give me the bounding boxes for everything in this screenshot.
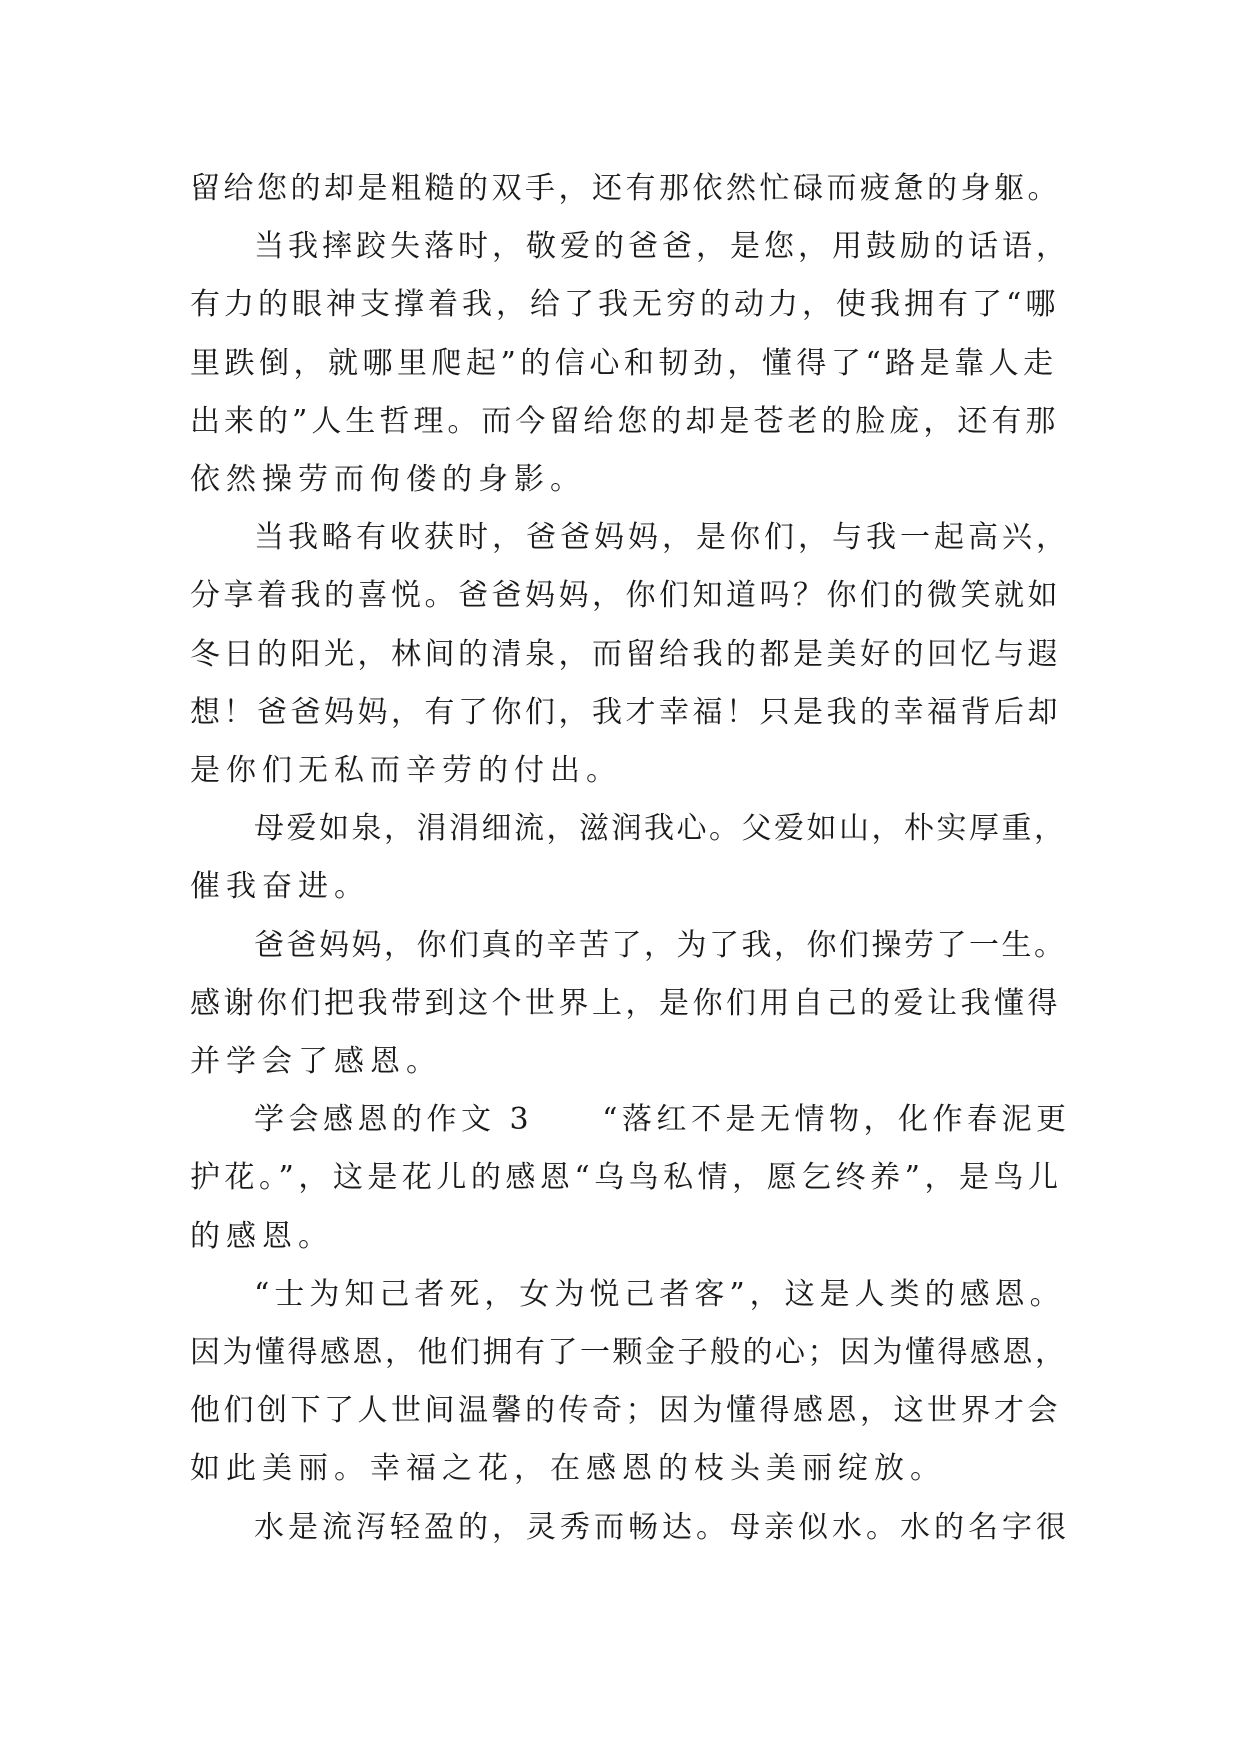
text-line: 他们创下了人世间温馨的传奇；因为懂得感恩，这世界才会 bbox=[190, 1393, 1061, 1429]
paragraph-first-line: 母爱如泉，涓涓细流，滋润我心。父爱如山，朴实厚重， bbox=[254, 811, 1067, 847]
text-line: 因为懂得感恩，他们拥有了一颗金子般的心；因为懂得感恩， bbox=[190, 1335, 1068, 1370]
text-line: 有力的眼神支撑着我，给了我无穷的动力，使我拥有了“哪 bbox=[190, 287, 1060, 323]
text-line: 依然操劳而佝偻的身影。 bbox=[190, 462, 586, 497]
text-line: 并学会了感恩。 bbox=[190, 1044, 442, 1079]
paragraph-first-line: 当我略有收获时，爸爸妈妈，是你们，与我一起高兴， bbox=[254, 520, 1070, 556]
text-line: 感谢你们把我带到这个世界上，是你们用自己的爱让我懂得 bbox=[190, 985, 1061, 1021]
text-line: 催我奋进。 bbox=[190, 869, 370, 905]
text-line: 冬日的阳光，林间的清泉，而留给我的都是美好的回忆与遐 bbox=[190, 636, 1061, 672]
paragraph-first-line: 学会感恩的作文 3 “落红不是无情物，化作春泥更 bbox=[254, 1102, 1071, 1138]
paragraph-first-line: 爸爸妈妈，你们真的辛苦了，为了我，你们操劳了一生。 bbox=[254, 927, 1067, 963]
paragraph-first-line: “士为知己者死，女为悦己者客”，这是人类的感恩。 bbox=[254, 1276, 1065, 1312]
text-line: 分享着我的喜悦。爸爸妈妈，你们知道吗？你们的微笑就如 bbox=[190, 578, 1061, 614]
text-line: 里跌倒，就哪里爬起”的信心和韧劲，懂得了“路是靠人走 bbox=[190, 345, 1058, 381]
text-line: 留给您的却是粗糙的双手，还有那依然忙碌而疲惫的身躯。 bbox=[190, 171, 1061, 206]
text-line: 如此美丽。幸福之花，在感恩的枝头美丽绽放。 bbox=[190, 1451, 946, 1487]
paragraph-first-line: 当我摔跤失落时，敬爱的爸爸，是您，用鼓励的话语， bbox=[254, 229, 1070, 265]
text-line: 出来的”人生哲理。而今留给您的却是苍老的脸庞，还有那 bbox=[190, 403, 1060, 439]
text-line: 是你们无私而辛劳的付出。 bbox=[190, 753, 622, 788]
text-line: 想！爸爸妈妈，有了你们，我才幸福！只是我的幸福背后却 bbox=[190, 694, 1061, 730]
text-line: 护花。”，这是花儿的感恩“乌鸟私情，愿乞终养”，是鸟儿 bbox=[190, 1160, 1063, 1196]
text-line: 的感恩。 bbox=[190, 1218, 334, 1254]
paragraph-first-line: 水是流泻轻盈的，灵秀而畅达。母亲似水。水的名字很 bbox=[254, 1509, 1070, 1545]
